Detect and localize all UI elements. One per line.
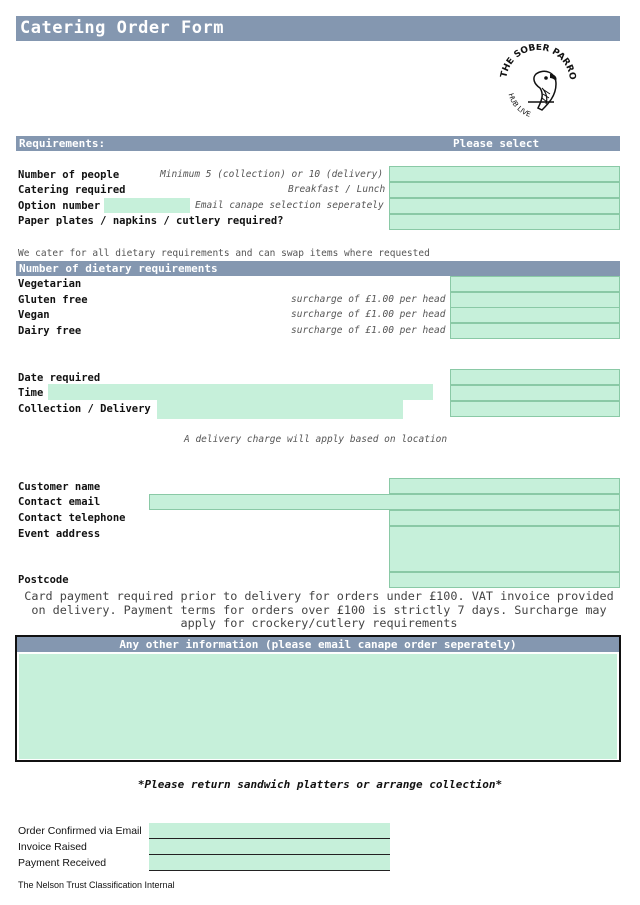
dairy-free-hint: surcharge of £1.00 per head	[291, 325, 446, 336]
dietary-heading: Number of dietary requirements	[16, 261, 620, 276]
dairy-free-label: Dairy free	[18, 325, 82, 337]
date-required-input[interactable]	[450, 369, 620, 385]
customer-name-label: Customer name	[18, 481, 101, 493]
vegan-label: Vegan	[18, 309, 50, 321]
date-required-label: Date required	[18, 372, 101, 384]
payment-received-input[interactable]	[149, 855, 390, 871]
contact-telephone-input[interactable]	[389, 510, 620, 526]
other-info-textarea[interactable]	[19, 654, 617, 759]
catering-required-select[interactable]	[389, 182, 620, 198]
postcode-input[interactable]	[389, 572, 620, 588]
invoice-raised-input[interactable]	[149, 839, 390, 855]
vegetarian-count-input[interactable]	[450, 276, 620, 292]
requirements-heading: Requirements:	[19, 137, 106, 150]
classification-footer: The Nelson Trust Classification Internal	[18, 880, 175, 890]
time-label: Time	[18, 387, 44, 399]
postcode-label: Postcode	[18, 574, 69, 586]
logo-text-top: THE SOBER PARRO	[499, 44, 578, 81]
time-notes-field[interactable]	[48, 384, 433, 400]
paper-plates-select[interactable]	[389, 214, 620, 230]
option-number-select[interactable]	[389, 198, 620, 214]
option-number-input[interactable]	[104, 198, 190, 213]
return-platters-note: *Please return sandwich platters or arrange collection*	[137, 778, 503, 791]
number-of-people-hint: Minimum 5 (collection) or 10 (delivery)	[160, 169, 384, 180]
event-address-label: Event address	[18, 528, 101, 540]
gluten-free-label: Gluten free	[18, 294, 88, 306]
collection-delivery-notes-field[interactable]	[157, 400, 403, 419]
dietary-note: We cater for all dietary requirements and can swap items where requested	[18, 248, 430, 259]
catering-required-hint: Breakfast / Lunch	[288, 184, 386, 195]
vegetarian-label: Vegetarian	[18, 278, 82, 290]
please-select-label: Please select	[453, 137, 540, 150]
other-info-box	[15, 635, 621, 762]
vegan-count-input[interactable]	[450, 307, 620, 323]
requirements-header	[16, 136, 620, 151]
payment-terms: Card payment required prior to delivery for orders under £100. VAT invoice provided on delivery. Payment terms for orders over £100 is strictly 7 days. Surcharge may apply for crockery/cutlery requirements	[24, 589, 614, 631]
form-title: Catering Order Form	[16, 16, 620, 41]
vegan-hint: surcharge of £1.00 per head	[291, 309, 446, 320]
other-info-heading: Any other information (please email canape order seperately)	[17, 637, 619, 652]
collection-delivery-select[interactable]	[450, 401, 620, 417]
payment-received-label: Payment Received	[18, 857, 107, 869]
contact-email-label: Contact email	[18, 496, 101, 508]
order-confirmed-input[interactable]	[149, 823, 390, 839]
gluten-free-hint: surcharge of £1.00 per head	[291, 294, 446, 305]
delivery-charge-note: A delivery charge will apply based on location	[184, 434, 448, 445]
contact-telephone-label: Contact telephone	[18, 512, 126, 524]
time-input[interactable]	[450, 385, 620, 401]
sober-parrot-logo	[498, 44, 578, 122]
option-number-label: Option number	[18, 200, 101, 212]
parrot-icon	[498, 44, 578, 122]
order-confirmed-label: Order Confirmed via Email	[18, 825, 142, 837]
customer-name-input[interactable]	[389, 478, 620, 494]
event-address-input[interactable]	[389, 526, 620, 572]
svg-text:HUB LIVE	[507, 92, 532, 119]
option-number-hint: Email canape selection seperately	[195, 200, 384, 211]
invoice-raised-label: Invoice Raised	[18, 841, 87, 853]
collection-delivery-label: Collection / Delivery	[18, 403, 151, 415]
gluten-free-count-input[interactable]	[450, 292, 620, 308]
dairy-free-count-input[interactable]	[450, 323, 620, 339]
contact-email-input[interactable]	[149, 494, 620, 510]
catering-required-label: Catering required	[18, 184, 126, 196]
paper-plates-label: Paper plates / napkins / cutlery required?	[18, 215, 284, 227]
number-of-people-label: Number of people	[18, 169, 120, 181]
number-of-people-input[interactable]	[389, 166, 620, 182]
logo-text-bottom: HUB LIVE	[506, 92, 532, 119]
